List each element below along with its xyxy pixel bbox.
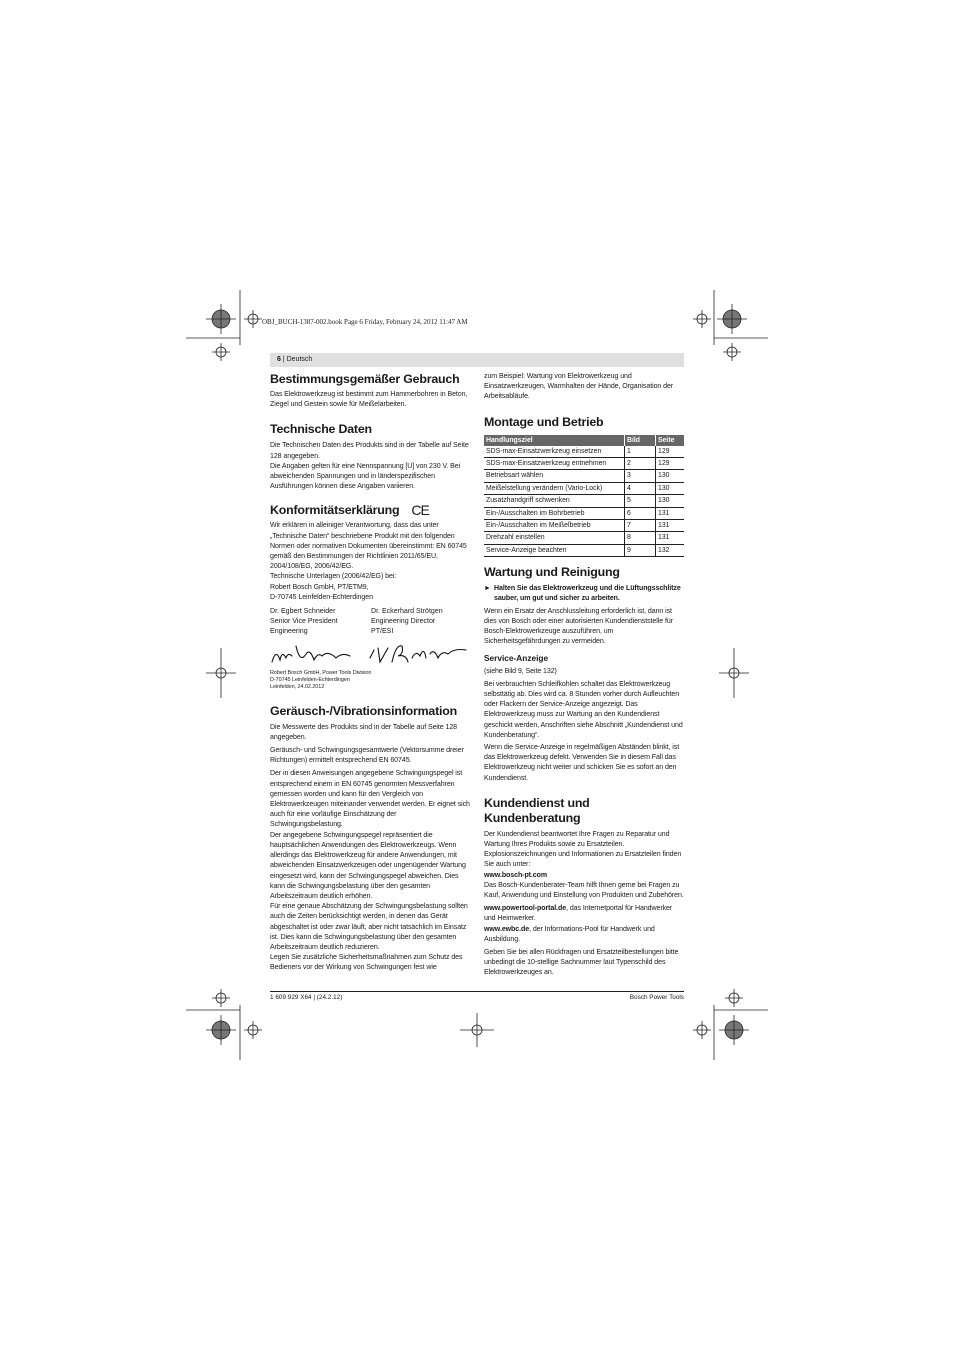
konformitaet-heading — [270, 502, 470, 518]
konformitaet-p1: Wir erklären in alleiniger Verantwortung, dass das unter „Technische Daten“ beschriebene Produkt mit den folgenden Normen oder normativen Dokumenten übereinstimmt: EN 60745 gemäß den Bestimmungen der Richtlinien 2011/65/EU, 2004/108/EG, 2006/42/EG. — [270, 522, 467, 571]
konformitaet-p2: Technische Unterlagen (2006/42/EG) bei: — [270, 573, 397, 581]
technische-p1: Die Technischen Daten des Produkts sind in der Tabelle auf Seite 128 angegeben. — [270, 442, 469, 460]
geraeusch-p4: Der angegebene Schwingungspegel repräsentiert die hauptsächlichen Anwendungen des Elektrowerkzeugs. Wenn allerdings das Elektrowerkzeug für andere Anwendungen, mit abweichenden Einsatzwerkzeugen oder ungenügender Wartung eingesetzt wird, kann der Schwingungspegel abweichen. Dies kann die Schwingungsbelastung über den gesamten Arbeitszeitraum deutlich erhöhen. — [270, 831, 466, 900]
header-bar — [270, 353, 684, 367]
table-cell: 132 — [656, 544, 685, 556]
section-title-technische-daten: Technische Daten — [270, 422, 372, 437]
section-title-bestimmung: Bestimmungsgemäßer Gebrauch — [270, 372, 460, 386]
geraeusch-p6: Legen Sie zusätzliche Sicherheitsmaßnahmen zum Schutz des Bedieners vor der Wirkung von Schwingungen fest wie — [270, 954, 463, 972]
table-row — [484, 482, 684, 494]
bestimmung-text: Das Elektrowerkzeug ist bestimmt zum Hammerbohren in Beton, Ziegel und Gestein sowie für Meißelarbeiten. — [270, 391, 468, 409]
handwritten-signatures — [270, 640, 470, 670]
signatory-1-title: Senior Vice President — [270, 618, 338, 626]
table-cell: 8 — [625, 532, 656, 544]
geraeusch-p2: Geräusch- und Schwingungsgesamtwerte (Vektorsumme dreier Richtungen) ermittelt entsprechend EN 60745. — [270, 747, 464, 765]
signatory-1-dept: Engineering — [270, 628, 308, 636]
page-number: 6 — [277, 356, 281, 363]
footer-rule — [270, 991, 684, 992]
geraeusch-p3: Der in diesen Anweisungen angegebene Schwingungspegel ist entsprechend einem in EN 60745 genormten Messverfahren gemessen worden und kann für den Vergleich von Elektrowerkzeugen miteinander verwendet werden. Er eignet sich auch für eine vorläufige Einschätzung der Schwingungsbelastung. — [270, 770, 470, 829]
table-cell: Meißelstellung verändern (Vario-Lock) — [484, 482, 625, 494]
technische-p2: Die Angaben gelten für eine Nennspannung [U] von 230 V. Bei abweichenden Spannungen und in länderspezifischen Ausführungen können diese Angaben variieren. — [270, 462, 461, 491]
table-cell: Drehzahl einstellen — [484, 532, 625, 544]
table-cell: 131 — [656, 507, 685, 519]
table-cell: 5 — [625, 495, 656, 507]
montage-table — [484, 435, 684, 558]
konformitaet-p3: Robert Bosch GmbH, PT/ETM9, — [270, 583, 369, 591]
table-row — [484, 495, 684, 507]
company-line-3: Leinfelden, 24.02.2012 — [270, 683, 325, 690]
company-line-2: D-70745 Leinfelden-Echterdingen — [270, 676, 350, 683]
kundendienst-p3: Geben Sie bei allen Rückfragen und Ersatzteilbestellungen bitte unbedingt die 10-stellige Sachnummer laut Typenschild des Elektrowerkzeuges an. — [484, 948, 679, 977]
table-row — [484, 507, 684, 519]
section-title-wartung: Wartung und Reinigung — [484, 565, 620, 580]
header-separator: | — [280, 356, 287, 363]
geraeusch-p7: zum Beispiel: Wartung von Elektrowerkzeug und Einsatzwerkzeugen, Warmhalten der Hände, Organisation der Arbeitsabläufe. — [484, 373, 674, 401]
table-cell: 1 — [625, 446, 656, 458]
service-anzeige-ref: (siehe Bild 9, Seite 132) — [484, 668, 557, 676]
signatory-2-name: Dr. Eckerhard Strötgen — [371, 608, 443, 616]
table-cell: 131 — [656, 520, 685, 532]
signatory-2-dept: PT/ESI — [371, 628, 394, 636]
powertool-portal-para — [484, 904, 684, 924]
table-row — [484, 544, 684, 556]
wartung-p2: Bei verbrauchten Schleifkohlen schaltet das Elektrowerkzeug selbsttätig ab. Dies wird ca. 8 Stunden vorher durch Aufleuchten oder Flackern der Service-Anzeige angezeigt. Das Elektrowerkzeug muss zur Wartung an den Kundendienst geschickt werden, Anschriften siehe Abschnitt „Kundendienst und Kundenberatung“. — [484, 680, 683, 739]
signatories — [270, 607, 470, 638]
table-row — [484, 458, 684, 470]
footer-right: Bosch Power Tools — [629, 994, 684, 1001]
table-cell: Service-Anzeige beachten — [484, 544, 625, 556]
table-row — [484, 520, 684, 532]
link-bosch-pt[interactable]: www.bosch-pt.com — [484, 871, 548, 879]
powertool-portal-text: , das Internetportal für Handwerker und Heimwerker. — [484, 905, 673, 923]
section-title-konformitaet: Konformitätserklärung — [270, 502, 400, 517]
table-cell: 9 — [625, 544, 656, 556]
konformitaet-p4: D-70745 Leinfelden-Echterdingen — [270, 593, 373, 601]
link-powertool-portal[interactable]: www.powertool-portal.de — [484, 905, 567, 913]
table-cell: 131 — [656, 532, 685, 544]
table-cell: SDS-max-Einsatzwerkzeug entnehmen — [484, 458, 625, 470]
table-cell: 129 — [656, 458, 685, 470]
table-cell: Zusatzhandgriff schwenken — [484, 495, 625, 507]
table-row — [484, 446, 684, 458]
kundendienst-p1: Der Kundendienst beantwortet Ihre Fragen zu Reparatur und Wartung Ihres Produkts sowie zu Ersatzteilen. Explosionszeichnungen und Informationen zu Ersatzteilen finden Sie auch unter: — [484, 830, 682, 869]
table-cell: 130 — [656, 482, 685, 494]
link-ewbc[interactable]: www.ewbc.de — [484, 925, 530, 933]
service-anzeige-title: Service-Anzeige — [484, 653, 549, 664]
ewbc-para — [484, 925, 684, 945]
table-cell: SDS-max-Einsatzwerkzeug einsetzen — [484, 446, 625, 458]
company-line-1: Robert Bosch GmbH, Power Tools Division — [270, 669, 372, 676]
ce-mark-icon: CE — [411, 502, 429, 519]
table-cell: 130 — [656, 470, 685, 482]
signatory-1-name: Dr. Egbert Schneider — [270, 608, 336, 616]
table-header-seite: Seite — [656, 435, 685, 446]
table-header-row — [484, 435, 684, 446]
signatory-1 — [270, 607, 371, 638]
table-cell: 130 — [656, 495, 685, 507]
print-slug: OBJ_BUCH-1387-002.book Page 6 Friday, February 24, 2012 11:47 AM — [262, 318, 468, 326]
wartung-p1: Wenn ein Ersatz der Anschlussleitung erforderlich ist, dann ist dies von Bosch oder einer autorisierten Kundendienststelle für Bosch-Elektrowerkzeuge auszuführen, um Sicherheitsgefährdungen zu vermeiden. — [484, 607, 673, 646]
table-row — [484, 532, 684, 544]
page-header — [277, 356, 312, 363]
table-cell: 7 — [625, 520, 656, 532]
wartung-p3: Wenn die Service-Anzeige in regelmäßigen Abständen blinkt, ist das Elektrowerkzeug defekt. Verwenden Sie in diesem Fall das Elektrowerkzeug nicht weiter und schicken Sie es sofort an den Kundendienst. — [484, 743, 680, 782]
table-cell: 2 — [625, 458, 656, 470]
left-column — [270, 372, 470, 974]
signatory-2 — [371, 607, 443, 638]
section-title-geraeusch: Geräusch-/Vibrationsinformation — [270, 703, 458, 718]
ewbc-text: , der Informations-Pool für Handwerk und Ausbildung. — [484, 925, 655, 943]
table-header-handlungsziel: Handlungsziel — [484, 435, 625, 446]
section-title-kundendienst: Kundendienst und Kundenberatung — [484, 795, 590, 825]
bullet-arrow-icon: ► — [484, 585, 491, 593]
header-language: Deutsch — [286, 356, 313, 363]
kundendienst-p2: Das Bosch-Kundenberater-Team hilft Ihnen gerne bei Fragen zu Kauf, Anwendung und Einstellung von Produkten und Zubehören. — [484, 881, 684, 899]
geraeusch-p1: Die Messwerte des Produkts sind in der Tabelle auf Seite 128 angegeben. — [270, 723, 458, 741]
table-cell: 6 — [625, 507, 656, 519]
table-cell: 129 — [656, 446, 685, 458]
table-cell: 4 — [625, 482, 656, 494]
table-cell: Betriebsart wählen — [484, 470, 625, 482]
table-cell: Ein-/Ausschalten im Bohrbetrieb — [484, 507, 625, 519]
geraeusch-p5: Für eine genaue Abschätzung der Schwingungsbelastung sollten auch die Zeiten berücksichtigt werden, in denen das Gerät abgeschaltet ist oder zwar läuft, aber nicht tatsächlich im Einsatz ist. Dies kann die Schwingungsbelastung über den gesamten Arbeitszeitraum deutlich reduzieren. — [270, 903, 468, 951]
table-row — [484, 470, 684, 482]
right-column — [484, 372, 684, 979]
table-cell: 3 — [625, 470, 656, 482]
table-header-bild: Bild — [625, 435, 656, 446]
footer-left: 1 609 929 X64 | (24.2.12) — [270, 994, 343, 1001]
section-title-montage: Montage und Betrieb — [484, 414, 604, 429]
signatory-2-title: Engineering Director — [371, 618, 436, 626]
table-cell: Ein-/Ausschalten im Meißelbetrieb — [484, 520, 625, 532]
wartung-bullet — [484, 584, 684, 604]
wartung-bullet-text: Halten Sie das Elektrowerkzeug und die Lüftungsschlitze sauber, um gut und sicher zu arbeiten. — [494, 585, 681, 603]
